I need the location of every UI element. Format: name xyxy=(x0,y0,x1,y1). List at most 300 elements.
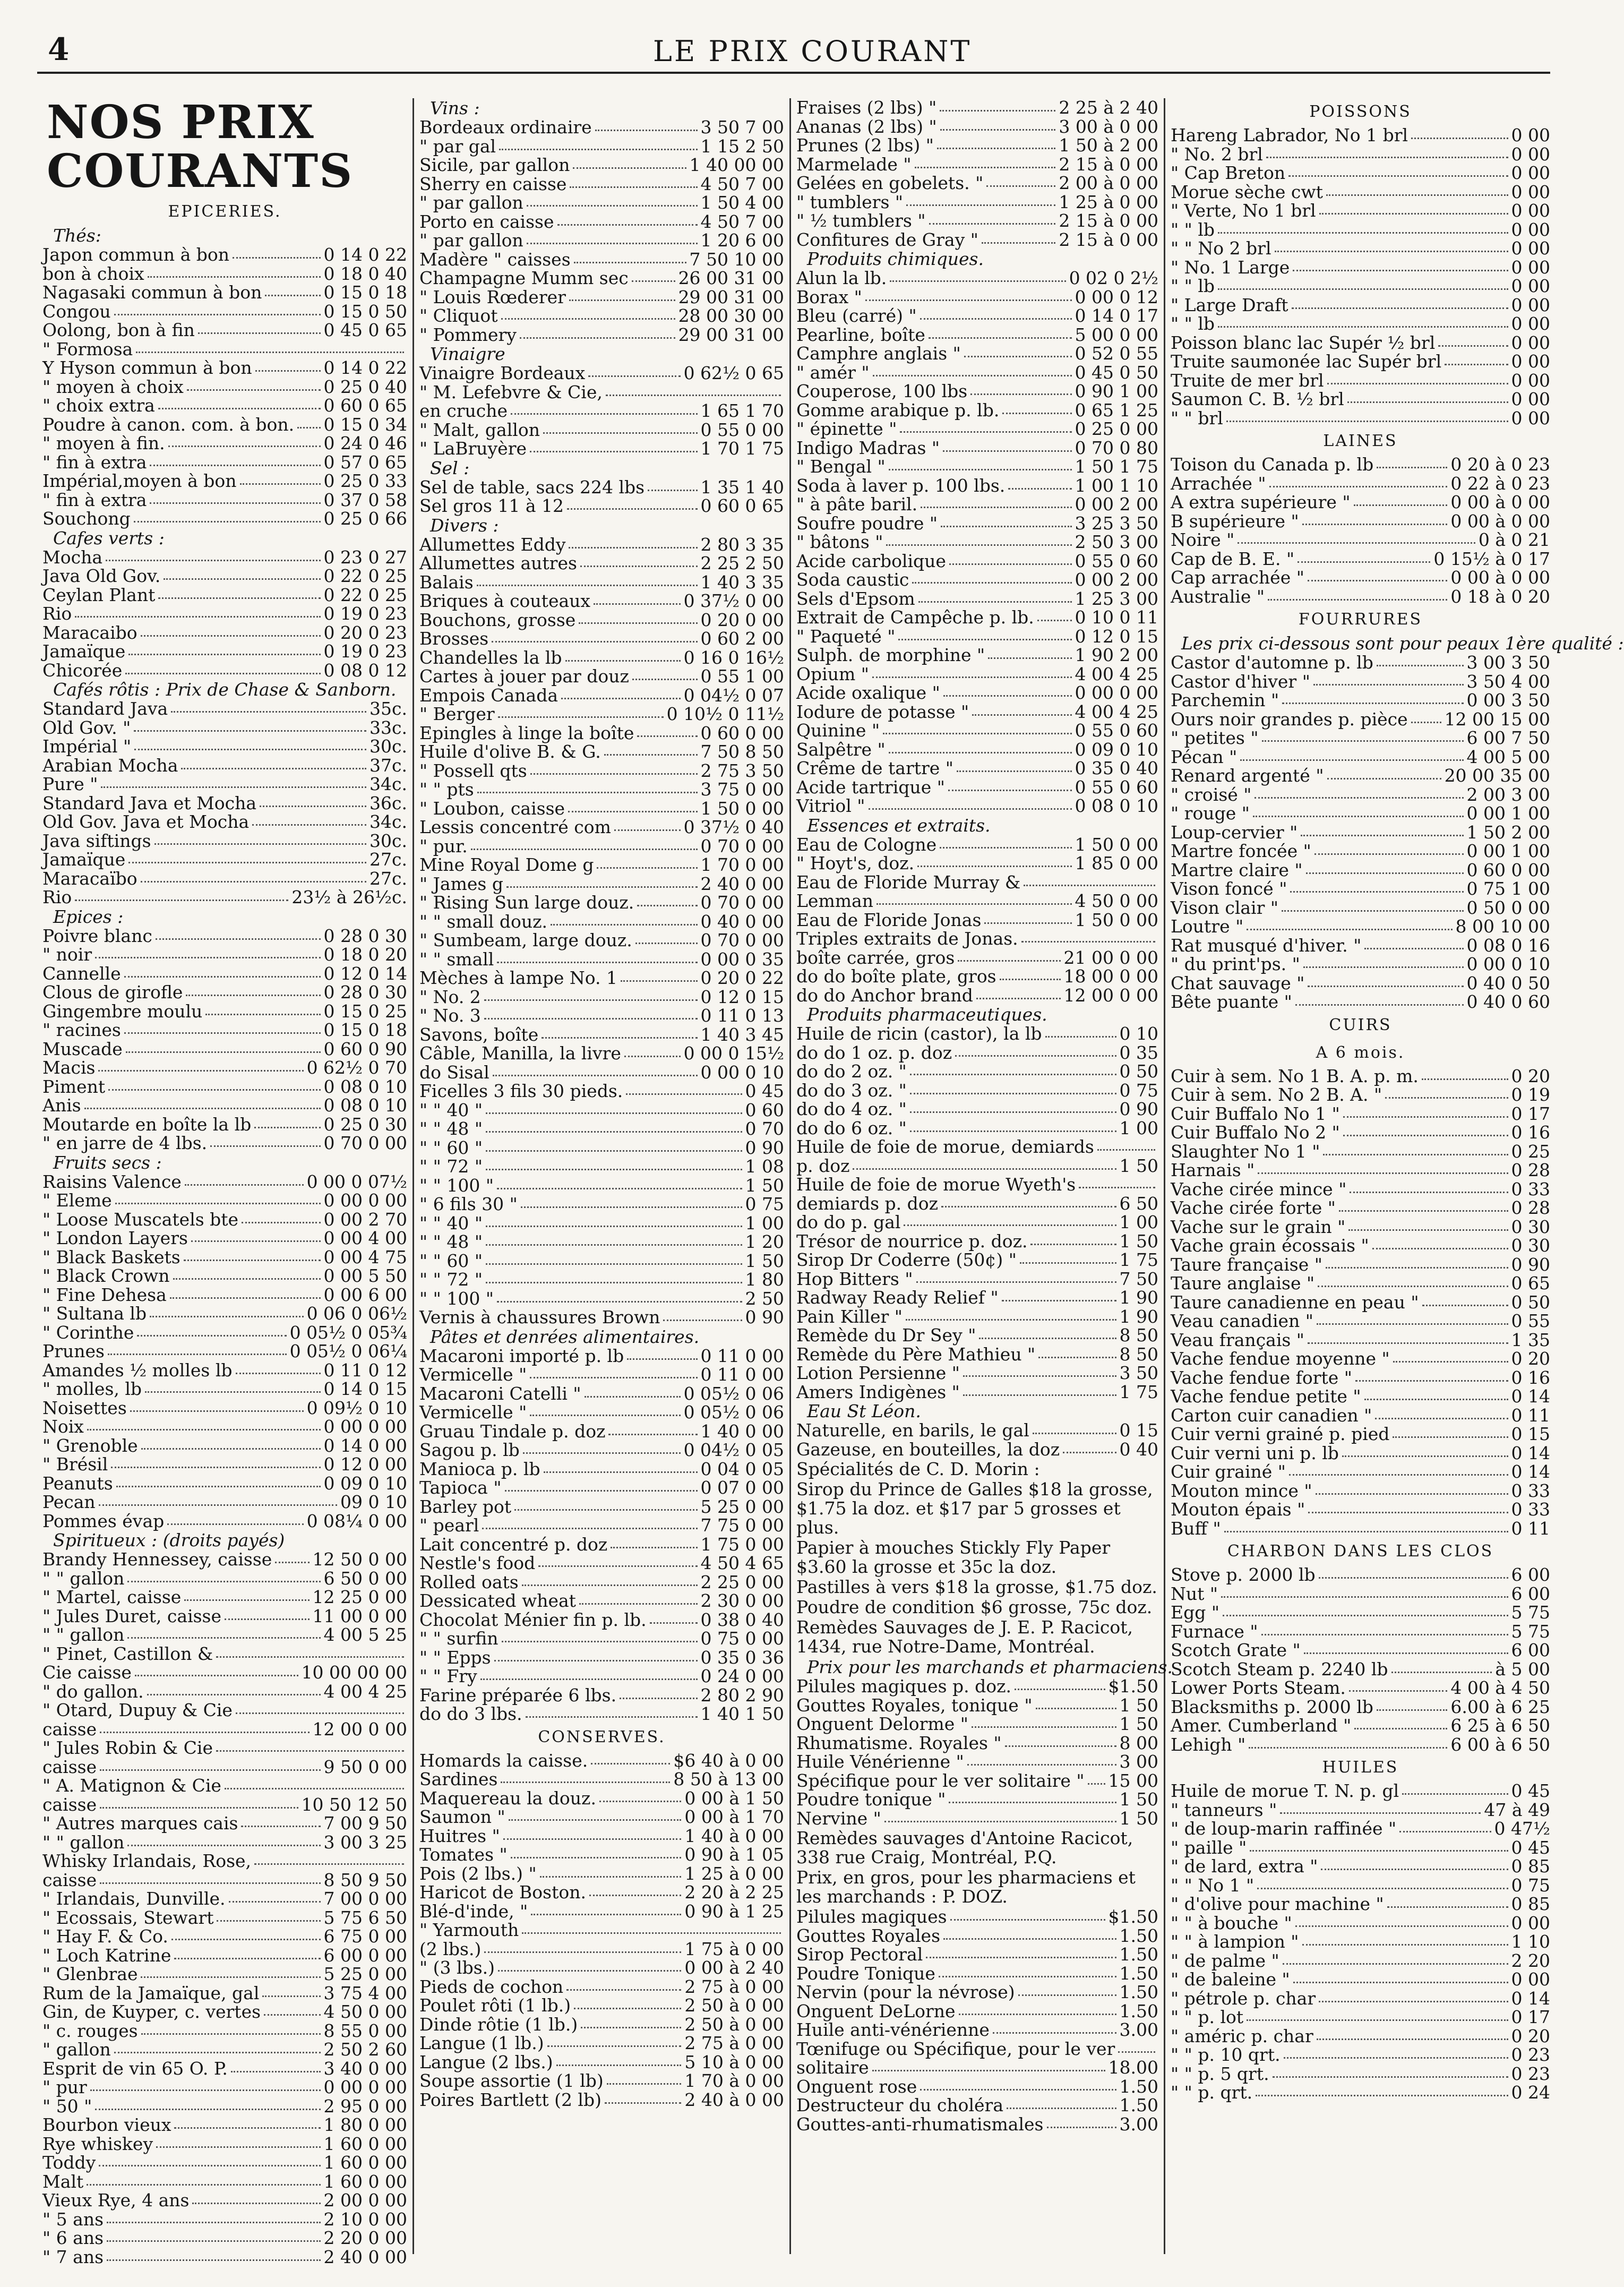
item-price: 0 45 0 65 xyxy=(323,320,407,340)
price-row xyxy=(419,1977,784,1997)
price-row xyxy=(1171,992,1550,1012)
dot-leader xyxy=(1364,948,1463,949)
price-row xyxy=(42,2002,407,2022)
item-price: 0 23 xyxy=(1511,2063,1550,2084)
dot-leader xyxy=(1063,1452,1116,1453)
item-name: Standard Java et Mocha xyxy=(42,792,257,813)
price-row xyxy=(1171,568,1550,587)
item-price: 0 90 xyxy=(1119,1099,1158,1119)
price-row xyxy=(1171,2045,1550,2065)
price-row xyxy=(1171,2065,1550,2084)
price-row xyxy=(796,1926,1158,1946)
item-name: " " No 1 " xyxy=(1171,1874,1254,1896)
price-row xyxy=(419,1883,784,1902)
item-price: 4 00 5 00 xyxy=(1466,746,1550,767)
item-name: Haricot de Boston. xyxy=(419,1882,586,1903)
price-row xyxy=(1171,879,1550,898)
dot-leader xyxy=(1262,740,1464,742)
item-price: 0 11 0 00 xyxy=(700,1345,784,1366)
item-price: 0 90 xyxy=(745,1307,784,1327)
item-price: 0 00 xyxy=(1511,162,1550,183)
item-name: Pure " xyxy=(42,774,98,794)
item-name: Pearline, boîte xyxy=(796,324,925,345)
note-text: Pastilles à vers $18 la grosse, $1.75 doz. xyxy=(796,1577,1157,1597)
item-name: " Eleme xyxy=(42,1190,112,1211)
item-price: 4 00 5 25 xyxy=(323,1624,407,1645)
section-heading: CUIRS xyxy=(1329,1015,1392,1034)
price-row xyxy=(796,589,1158,609)
item-price: 0 57 0 65 xyxy=(323,451,407,473)
item-price: 2 20 à 2 25 xyxy=(684,1882,784,1903)
price-row xyxy=(42,2022,407,2041)
item-price: 0 60 2 00 xyxy=(700,628,784,649)
price-row xyxy=(796,326,1158,345)
price-column-2 xyxy=(414,98,791,2254)
item-name: Rhumatisme. Royales " xyxy=(796,1732,1002,1753)
price-row xyxy=(796,1270,1158,1289)
item-price: $1.50 xyxy=(1108,1906,1158,1927)
price-row xyxy=(42,699,407,718)
item-name: Onguent DeLorne xyxy=(796,2000,956,2022)
item-price: 0 17 xyxy=(1511,1103,1550,1124)
price-row xyxy=(42,1607,407,1626)
price-row xyxy=(419,1751,784,1770)
item-price: 0 05½ 0 06¼ xyxy=(289,1341,407,1361)
dot-leader xyxy=(1218,288,1508,290)
item-name: Gouttes Royales, tonique " xyxy=(796,1694,1033,1716)
dot-leader xyxy=(1293,270,1508,271)
item-price: 6.00 à 6 25 xyxy=(1450,1696,1550,1717)
price-row xyxy=(1171,955,1550,974)
dot-leader xyxy=(484,999,698,1001)
dot-leader xyxy=(482,1528,697,1529)
dot-leader xyxy=(982,242,1056,244)
item-name: " " p. lot xyxy=(1171,2007,1244,2027)
price-row xyxy=(419,1101,784,1120)
price-row xyxy=(1171,239,1550,258)
price-row xyxy=(42,1625,407,1644)
item-price: 0 45 xyxy=(1511,1837,1550,1858)
dot-leader xyxy=(1002,1300,1116,1301)
price-row xyxy=(796,211,1158,230)
price-row xyxy=(419,1921,784,1940)
item-price: 1 40 1 50 xyxy=(700,1703,784,1724)
item-price: 0 33 xyxy=(1511,1178,1550,1200)
item-price: 0 16 0 16½ xyxy=(683,647,784,668)
subsection-heading: Vinaigre xyxy=(430,344,505,364)
item-price: 23½ à 26½c. xyxy=(291,887,407,907)
price-row xyxy=(1171,587,1550,606)
item-name: Vache fendue petite " xyxy=(1171,1386,1361,1407)
dot-leader xyxy=(130,1410,304,1412)
item-price: 1 75 xyxy=(1119,1249,1158,1270)
item-price: 1 50 xyxy=(1119,1714,1158,1734)
item-name: Gazeuse, en bouteilles, la doz xyxy=(796,1438,1060,1460)
subsection-heading: Pâtes et denrées alimentaires. xyxy=(430,1326,700,1347)
item-name: do Sisal xyxy=(419,1061,489,1083)
price-row xyxy=(42,586,407,605)
item-price: 0 60 0 90 xyxy=(323,1038,407,1059)
price-row xyxy=(419,592,784,611)
price-row xyxy=(796,306,1158,326)
item-name: Toddy xyxy=(42,2152,96,2173)
price-row xyxy=(1171,1368,1550,1387)
item-price: 2 00 3 00 xyxy=(1466,784,1550,805)
item-name: " Fine Dehesa xyxy=(42,1284,167,1305)
price-column-4 xyxy=(1165,98,1624,2254)
dot-leader xyxy=(1314,853,1464,855)
price-row xyxy=(419,2034,784,2053)
price-row xyxy=(796,1715,1158,1734)
item-name: Harnais " xyxy=(1171,1160,1255,1180)
price-row xyxy=(419,478,784,497)
price-row xyxy=(42,434,407,453)
item-name: " pétrole p. char xyxy=(1171,1988,1316,2009)
dot-leader xyxy=(498,716,664,718)
price-row xyxy=(419,573,784,592)
item-name: Couperose, 100 lbs xyxy=(796,381,968,401)
dot-leader xyxy=(1221,1596,1508,1598)
price-row xyxy=(796,439,1158,458)
dot-leader xyxy=(171,711,366,713)
item-price: 36c. xyxy=(370,792,407,813)
item-name: boîte carrée, gros xyxy=(796,947,955,968)
item-price: 0 75 xyxy=(1119,1080,1158,1101)
item-price: 1 90 2 00 xyxy=(1075,645,1158,665)
dot-leader xyxy=(626,1093,742,1095)
section-heading: LAINES xyxy=(1323,432,1398,450)
dot-leader xyxy=(1275,251,1508,252)
item-name: Chocolat Ménier fin p. lb. xyxy=(419,1609,647,1630)
item-price: 7 75 0 00 xyxy=(700,1515,784,1536)
item-name: " " 60 " xyxy=(419,1137,483,1158)
item-name: " Autres marques cais xyxy=(42,1813,238,1834)
item-name: Spécifique pour le ver solitaire " xyxy=(796,1770,1085,1791)
item-price: 7 50 10 00 xyxy=(689,249,784,270)
dot-leader xyxy=(252,824,366,826)
item-price: 1.50 xyxy=(1119,1963,1158,1984)
item-price: 1 60 0 00 xyxy=(323,2152,407,2173)
item-price: 1 65 1 70 xyxy=(700,400,784,421)
item-name: Sels d'Epsom xyxy=(796,588,915,609)
item-name: " Verte, No 1 brl xyxy=(1171,200,1316,221)
item-name: Chat sauvage " xyxy=(1171,972,1305,993)
price-row xyxy=(1171,2083,1550,2102)
item-price: 0 18 à 0 20 xyxy=(1450,586,1550,607)
dot-leader xyxy=(920,318,1072,320)
price-row xyxy=(796,1288,1158,1307)
price-row xyxy=(1171,1425,1550,1444)
dot-leader xyxy=(627,1358,697,1360)
item-name: " Hoyt's, doz. xyxy=(796,853,915,873)
item-name: " " p. qrt. xyxy=(1171,2082,1253,2103)
item-price: 0 75 xyxy=(745,1194,784,1214)
dot-leader xyxy=(1223,1615,1508,1616)
item-price: 0 08 0 10 xyxy=(1075,795,1158,816)
price-row xyxy=(42,1512,407,1531)
price-row xyxy=(796,1364,1158,1383)
dot-leader xyxy=(106,560,320,561)
item-price: 0 15 xyxy=(1119,1420,1158,1441)
item-price: 6 00 xyxy=(1511,1564,1550,1585)
item-name: Macaroni importé p. lb xyxy=(419,1345,624,1366)
price-row xyxy=(419,1176,784,1195)
item-price: 0 14 xyxy=(1511,1386,1550,1407)
price-row xyxy=(1171,314,1550,333)
item-price: 2 50 à 0 00 xyxy=(684,2014,784,2035)
item-price: 4 50 0 00 xyxy=(323,2001,407,2022)
item-name: Vinaigre Bordeaux xyxy=(419,363,586,383)
item-name: Acide carbolique xyxy=(796,550,946,571)
price-row xyxy=(796,1907,1158,1926)
item-name: " Hay F. & Co. xyxy=(42,1926,168,1947)
item-price: 0 24 0 00 xyxy=(700,1666,784,1686)
price-row xyxy=(1171,1989,1550,2008)
dot-leader xyxy=(1372,1248,1508,1249)
price-row xyxy=(419,988,784,1007)
price-row xyxy=(796,929,1158,948)
dot-leader xyxy=(150,502,320,504)
item-price: 12 25 0 00 xyxy=(312,1587,407,1607)
item-price: 8 50 xyxy=(1119,1325,1158,1346)
item-price: 5 75 xyxy=(1511,1621,1550,1642)
dot-leader xyxy=(916,1281,1116,1283)
price-row xyxy=(796,740,1158,759)
dot-leader xyxy=(581,2027,681,2028)
price-row xyxy=(1171,2027,1550,2046)
item-name: do do boîte plate, gros xyxy=(796,966,996,987)
dot-leader xyxy=(1364,1399,1508,1400)
dot-leader xyxy=(255,370,321,372)
dot-leader xyxy=(566,1989,681,1991)
item-name: Piment xyxy=(42,1076,106,1097)
dot-leader xyxy=(229,1901,321,1903)
dot-leader xyxy=(597,867,697,869)
item-price: 0 00 à 0 00 xyxy=(1450,567,1550,588)
item-name: Oolong, bon à fin xyxy=(42,320,195,340)
price-row xyxy=(419,950,784,969)
dot-leader xyxy=(521,1206,742,1208)
dot-leader xyxy=(915,167,1056,168)
price-row xyxy=(419,1365,784,1384)
item-name: Crême de tartre " xyxy=(796,758,953,778)
item-name: Gouttes Royales xyxy=(796,1925,941,1946)
item-name: Cie caisse xyxy=(42,1662,132,1683)
dot-leader xyxy=(877,903,1072,905)
item-name: " Jules Duret, caisse xyxy=(42,1605,222,1626)
item-name: Balais xyxy=(419,571,474,593)
dot-leader xyxy=(107,2259,321,2261)
note-text: Remèdes sauvages d'Antoine Racicot, 338 rue Craig, Montréal, P.Q. xyxy=(796,1828,1133,1868)
item-name: Blé-d'inde, " xyxy=(419,1900,528,1922)
price-row xyxy=(1171,474,1550,493)
item-price: 0 00 à 1 50 xyxy=(684,1787,784,1809)
dot-leader xyxy=(884,1821,1116,1822)
dot-leader xyxy=(912,582,1071,584)
price-row xyxy=(1171,1142,1550,1161)
dot-leader xyxy=(958,960,1060,962)
item-price: 0 25 0 66 xyxy=(323,508,407,529)
price-row xyxy=(419,912,784,931)
item-name: " Possell qts xyxy=(419,760,527,781)
price-row xyxy=(42,1758,407,1777)
price-row xyxy=(796,363,1158,382)
price-row xyxy=(1171,1462,1550,1481)
dot-leader xyxy=(115,1203,321,1204)
item-name: " tanneurs " xyxy=(1171,1799,1277,1820)
item-price: 0 90 à 1 25 xyxy=(684,1900,784,1922)
item-name: Huile de foie de morue, demiards xyxy=(796,1136,1094,1157)
item-name: Bouchons, grosse xyxy=(419,609,576,630)
dot-leader xyxy=(1240,759,1463,761)
item-name: " 50 " xyxy=(42,2095,92,2117)
item-price: 0 55 0 60 xyxy=(1075,776,1158,798)
price-row xyxy=(796,986,1158,1005)
dot-leader xyxy=(853,1168,1116,1170)
item-name: Vieux Rye, 4 ans xyxy=(42,2190,190,2211)
dot-leader xyxy=(1007,2108,1116,2109)
price-row xyxy=(796,1043,1158,1063)
item-price: 0 60 0 00 xyxy=(700,722,784,743)
dot-leader xyxy=(589,1895,681,1896)
item-name: Poudre tonique " xyxy=(796,1789,946,1810)
item-name: " à pâte baril. xyxy=(796,494,918,515)
item-name: Tœnifuge ou Spécifique, pour le ver xyxy=(796,2038,1115,2059)
dot-leader xyxy=(883,733,1071,734)
price-row xyxy=(1171,766,1550,785)
dot-leader xyxy=(264,2014,321,2016)
item-name: Ceylan Plant xyxy=(42,584,156,605)
item-price: 0 17 xyxy=(1511,2007,1550,2027)
dot-leader xyxy=(1298,561,1430,563)
price-row xyxy=(796,552,1158,571)
dot-leader xyxy=(87,1429,321,1431)
dot-leader xyxy=(497,1188,742,1189)
subsection-heading: Vins : xyxy=(430,98,480,118)
item-name: Destructeur du choléra xyxy=(796,2095,1004,2115)
item-price: 0 00 à 0 00 xyxy=(1450,492,1550,512)
price-row xyxy=(1171,201,1550,220)
item-name: Carton cuir canadien " xyxy=(1171,1404,1372,1426)
item-price: 0 14 0 17 xyxy=(1075,305,1158,326)
dot-leader xyxy=(265,295,320,296)
price-row xyxy=(42,2191,407,2210)
price-row xyxy=(419,1516,784,1535)
dot-leader xyxy=(605,2102,681,2104)
item-name: Whisky Irlandais, Rose, xyxy=(42,1851,252,1871)
dot-leader xyxy=(523,1452,681,1454)
item-price: 1 50 xyxy=(745,1175,784,1196)
price-row xyxy=(42,832,407,851)
dot-leader xyxy=(972,714,1071,716)
item-price: 0 75 xyxy=(1511,1874,1550,1896)
price-row xyxy=(419,383,784,402)
price-row xyxy=(1171,1198,1550,1218)
dot-leader xyxy=(1008,488,1071,490)
item-price: 0 05½ 0 06 xyxy=(683,1383,784,1404)
item-price: 6 50 0 00 xyxy=(323,1568,407,1589)
price-row xyxy=(419,1770,784,1789)
price-row xyxy=(1171,1180,1550,1199)
item-price: 1.50 xyxy=(1119,2095,1158,2115)
dot-leader xyxy=(480,1678,698,1680)
dot-leader xyxy=(185,1184,304,1186)
dot-leader xyxy=(84,1108,321,1109)
price-row xyxy=(1171,333,1550,353)
item-name: Cap arrachée " xyxy=(1171,567,1304,588)
dot-leader xyxy=(111,1467,320,1468)
item-price: 1 00 xyxy=(1119,1117,1158,1138)
dot-leader xyxy=(939,1976,1116,1977)
price-row xyxy=(42,1304,407,1323)
price-row xyxy=(1171,1660,1550,1679)
item-price: 0 20 0 00 xyxy=(700,609,784,630)
price-row xyxy=(42,340,407,359)
price-row xyxy=(419,629,784,648)
item-name: Lower Ports Steam. xyxy=(1171,1677,1346,1698)
item-price: 29 00 31 00 xyxy=(678,286,784,307)
item-name: " " gallon xyxy=(42,1831,125,1853)
dot-leader xyxy=(970,393,1071,395)
item-name: Cuir Buffalo No 2 " xyxy=(1171,1122,1340,1143)
item-price: 0 11 xyxy=(1511,1518,1550,1539)
item-price: 5 00 0 00 xyxy=(1075,324,1158,345)
dot-leader xyxy=(949,1802,1116,1803)
item-name: " Jules Robin & Cie xyxy=(42,1737,213,1758)
dot-leader xyxy=(988,657,1071,659)
item-price: 0 30 xyxy=(1511,1216,1550,1237)
dot-leader xyxy=(898,639,1071,640)
price-row xyxy=(1171,1067,1550,1086)
item-name: Jamaïque xyxy=(42,641,126,662)
dot-leader xyxy=(561,698,681,699)
item-name: " Black Baskets xyxy=(42,1246,181,1267)
price-row xyxy=(1171,1406,1550,1425)
dot-leader xyxy=(1288,175,1508,177)
item-name: " Ecossais, Stewart xyxy=(42,1907,214,1928)
dot-leader xyxy=(187,389,321,391)
item-name: " Loose Muscatels bte xyxy=(42,1209,239,1230)
price-row xyxy=(42,737,407,756)
item-price: 0 11 0 00 xyxy=(700,1364,784,1385)
price-row xyxy=(42,1776,407,1795)
price-row xyxy=(1171,220,1550,239)
item-name: Pecan xyxy=(42,1492,96,1512)
item-price: 0 35 0 36 xyxy=(700,1647,784,1668)
price-row xyxy=(42,2059,407,2078)
price-row xyxy=(42,642,407,661)
price-row xyxy=(42,2229,407,2248)
price-row xyxy=(796,570,1158,589)
item-name: Huile d'olive B. & G. xyxy=(419,741,601,762)
item-name: Stove p. 2000 lb xyxy=(1171,1564,1316,1585)
price-row xyxy=(1171,936,1550,955)
dot-leader xyxy=(1303,966,1464,968)
item-name: " bâtons " xyxy=(796,532,883,552)
item-name: Rolled oats xyxy=(419,1571,519,1592)
dot-leader xyxy=(637,735,697,737)
item-name: Veau canadien " xyxy=(1171,1310,1313,1331)
item-price: 7 00 0 00 xyxy=(323,1888,407,1909)
dot-leader xyxy=(1258,1172,1508,1174)
item-name: Sardines xyxy=(419,1769,498,1789)
dot-leader xyxy=(917,866,1071,867)
dot-leader xyxy=(240,483,321,485)
dot-leader xyxy=(963,1394,1116,1396)
note-text: Prix, en gros, pour les pharmaciens et les marchands : P. DOZ. xyxy=(796,1867,1136,1907)
dot-leader xyxy=(108,1354,287,1355)
item-name: Vache fendue moyenne " xyxy=(1171,1348,1390,1369)
